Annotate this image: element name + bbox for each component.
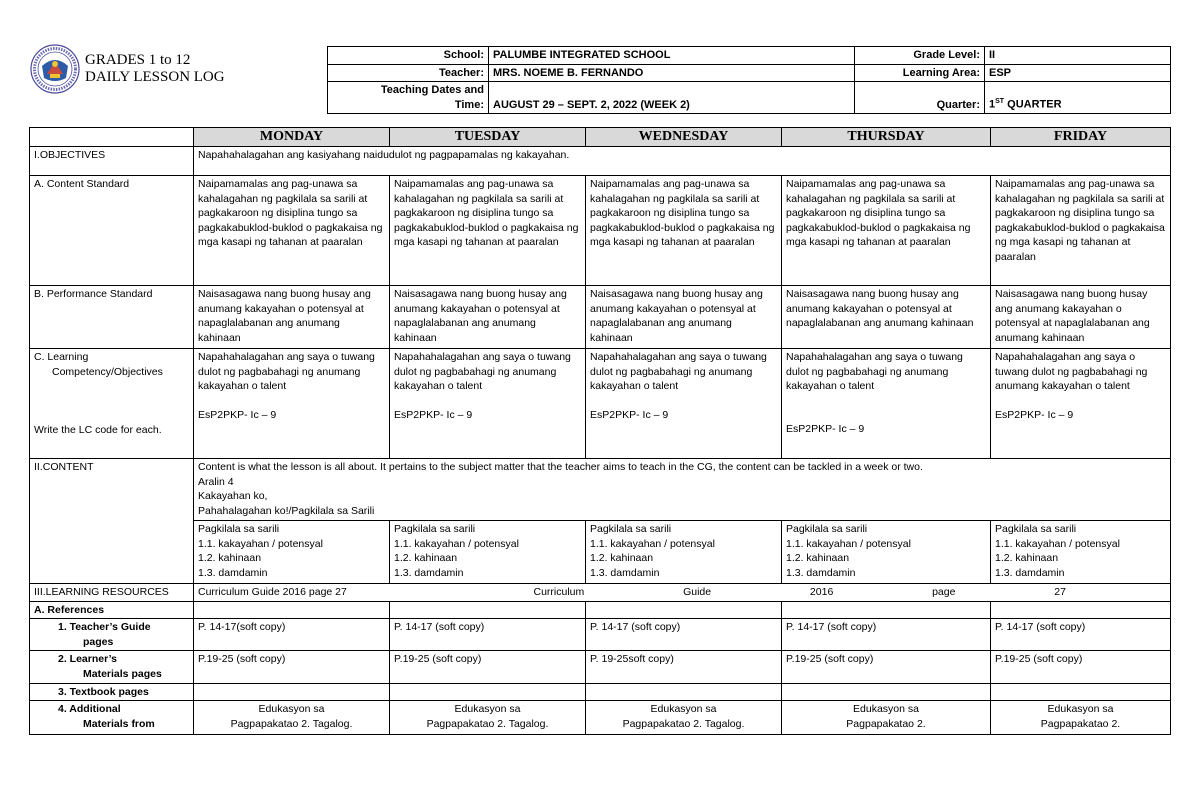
am-line1: Edukasyon sa [650, 703, 717, 716]
content-standard-friday: Naipamamalas ang pag-unawa sa kahalagahan ng pagkilala sa sarili at pagkakaroon ng disiplina tungo sa pagkakabuklod-buklod o pagkakaisa ng mga kasapi ng tahanan at paaralan [991, 176, 1171, 286]
teachers-guide-row [30, 619, 1171, 651]
am-line2: Pagpapakatao 2. [1040, 717, 1121, 730]
resources-word-page: page [932, 586, 956, 598]
topics-tuesday [390, 521, 586, 584]
grade-level-label: Grade Level: [855, 47, 985, 65]
tg-friday: P. 14-17 (soft copy) [991, 619, 1171, 651]
quarter-suffix: ST [995, 98, 1005, 106]
content-standard-tuesday: Naipamamalas ang pag-unawa sa kahalagahan ng pagkilala sa sarili at pagkakaroon ng disiplina tungo sa pagkakabuklod-buklod o pagkakaisa ng mga kasapi ng tahanan at paaralan [390, 176, 586, 286]
competency-label [30, 349, 194, 459]
lc-code: EsP2PKP- Ic – 9 [590, 408, 669, 421]
school-value: PALUMBE INTEGRATED SCHOOL [489, 47, 855, 65]
topic-item: 1.1. kakayahan / potensyal [198, 537, 323, 550]
quarter-word: QUARTER [1004, 98, 1062, 111]
resources-monday: Curriculum Guide 2016 page 27 [194, 584, 390, 602]
competency-wednesday [586, 349, 782, 459]
topic-item: 1.3. damdamin [198, 566, 268, 579]
performance-standard-wednesday: Naisasagawa nang buong husay ang anumang kakayahan o potensyal at napaglalabanan ang anumang kahinaan [586, 286, 782, 349]
competency-friday [991, 349, 1171, 459]
topic-item: 1.3. damdamin [995, 566, 1065, 579]
topics-monday [194, 521, 390, 584]
tg-wednesday: P. 14-17 (soft copy) [586, 619, 782, 651]
content-line-aralin: Aralin 4 [198, 475, 234, 488]
am-label-line2: Materials from [83, 717, 155, 730]
competency-label-line1: C. Learning [34, 351, 89, 363]
content-line-kakayahan: Kakayahan ko, [198, 490, 268, 503]
dates-value: AUGUST 29 – SEPT. 2, 2022 (WEEK 2) [489, 82, 855, 114]
topic-title: Pagkilala sa sarili [995, 523, 1077, 535]
topic-item: 1.3. damdamin [394, 566, 464, 579]
lc-code: EsP2PKP- Ic – 9 [786, 422, 865, 435]
content-standard-label: A. Content Standard [30, 176, 194, 286]
tg-label-line2: pages [83, 635, 114, 648]
teacher-value: MRS. NOEME B. FERNANDO [489, 64, 855, 82]
day-friday: FRIDAY [991, 128, 1171, 147]
teacher-label: Teacher: [328, 64, 489, 82]
objectives-label: I.OBJECTIVES [30, 147, 194, 176]
day-thursday: THURSDAY [782, 128, 991, 147]
day-monday: MONDAY [194, 128, 390, 147]
lc-code: EsP2PKP- Ic – 9 [394, 408, 473, 421]
content-intro: Content is what the lesson is all about. It pertains to the subject matter that the teacher aims to teach in the CG, the content can be tackled in a week or two. [198, 461, 923, 473]
lm-tuesday: P.19-25 (soft copy) [390, 651, 586, 683]
performance-standard-row [30, 286, 1171, 349]
topic-item: 1.2. kahinaan [995, 552, 1059, 565]
am-label-line1: 4. Additional [58, 703, 121, 716]
topic-item: 1.2. kahinaan [590, 552, 654, 565]
topic-item: 1.1. kakayahan / potensyal [590, 537, 715, 550]
resources-row [30, 584, 1171, 602]
competency-text: Napahahalagahan ang saya o tuwang dulot ng pagbabahagi ng anumang kakayahan o talent [786, 351, 963, 393]
quarter-value [985, 82, 1171, 114]
performance-standard-tuesday: Naisasagawa nang buong husay ang anumang kakayahan o potensyal at napaglalabanan ang anumang kahinaan [390, 286, 586, 349]
performance-standard-label: B. Performance Standard [30, 286, 194, 349]
additional-wednesday [586, 701, 782, 735]
content-standard-monday: Naipamamalas ang pag-unawa sa kahalagahan ng pagkilala sa sarili at pagkakaroon ng disiplina tungo sa pagkakabuklod-buklod o pagkakaisa ng mga kasapi ng tahanan at paaralan [194, 176, 390, 286]
topic-item: 1.1. kakayahan / potensyal [394, 537, 519, 550]
am-line1: Edukasyon sa [853, 703, 919, 716]
content-row [30, 459, 1171, 521]
tg-monday: P. 14-17(soft copy) [194, 619, 390, 651]
performance-standard-monday: Naisasagawa nang buong husay ang anumang kakayahan o potensyal at napaglalabanan ang anumang kahinaan [194, 286, 390, 349]
lm-label-line1: 2. Learner’s [58, 653, 117, 666]
topic-item: 1.2. kahinaan [198, 552, 262, 565]
resources-word-number: 27 [1054, 586, 1066, 598]
content-description [194, 459, 1171, 521]
am-line2: Pagpapakatao 2. Tagalog. [426, 717, 549, 730]
teachers-guide-label [30, 619, 194, 651]
quarter-label: Quarter: [855, 82, 985, 114]
additional-materials-row [30, 701, 1171, 735]
resources-word-curriculum: Curriculum [533, 586, 585, 598]
dates-label-line1: Teaching Dates and [380, 84, 484, 97]
additional-materials-label [30, 701, 194, 735]
dates-label [328, 82, 489, 114]
references-label: A. References [30, 601, 194, 619]
tg-tuesday: P. 14-17 (soft copy) [390, 619, 586, 651]
topic-item: 1.3. damdamin [590, 566, 660, 579]
resources-label: III.LEARNING RESOURCES [30, 584, 194, 602]
am-line2: Pagpapakatao 2. Tagalog. [230, 717, 353, 730]
tg-label-line1: 1. Teacher’s Guide [58, 621, 151, 634]
lm-thursday: P.19-25 (soft copy) [782, 651, 991, 683]
header-info-table [327, 46, 1171, 114]
day-tuesday: TUESDAY [390, 128, 586, 147]
am-line1: Edukasyon sa [258, 703, 325, 716]
am-line1: Edukasyon sa [1047, 703, 1114, 716]
dates-label-line2: Time: [454, 98, 484, 111]
objectives-text: Napahahalagahan ang kasiyahang naidudulot ng pagpapamalas ng kakayahan. [194, 147, 1171, 176]
learning-area-label: Learning Area: [855, 64, 985, 82]
competency-text: Napahahalagahan ang saya o tuwang dulot ng pagbabahagi ng anumang kakayahan o talent [198, 351, 375, 393]
topics-row [30, 521, 1171, 584]
topic-title: Pagkilala sa sarili [786, 523, 868, 535]
textbook-row [30, 683, 1171, 701]
learning-area-value: ESP [985, 64, 1171, 82]
day-header-row [30, 128, 1171, 147]
resources-word-guide: Guide [683, 586, 712, 598]
day-wednesday: WEDNESDAY [586, 128, 782, 147]
additional-tuesday [390, 701, 586, 735]
lc-code: EsP2PKP- Ic – 9 [995, 408, 1074, 421]
topics-wednesday [586, 521, 782, 584]
title-line-2: DAILY LESSON LOG [85, 69, 225, 85]
topic-item: 1.2. kahinaan [394, 552, 458, 565]
quarter-number: 1 [989, 98, 996, 111]
tg-thursday: P. 14-17 (soft copy) [782, 619, 991, 651]
lm-label-line2: Materials pages [83, 667, 162, 680]
additional-monday [194, 701, 390, 735]
topic-item: 1.1. kakayahan / potensyal [786, 537, 911, 550]
am-line2: Pagpapakatao 2. [846, 717, 926, 730]
content-line-pahahalagahan: Pahahalagahan ko!/Pagkilala sa Sarili [198, 504, 375, 517]
objectives-row [30, 147, 1171, 176]
topic-title: Pagkilala sa sarili [590, 523, 672, 535]
competency-label-line3: Write the LC code for each. [34, 424, 162, 437]
topic-title: Pagkilala sa sarili [394, 523, 476, 535]
content-standard-thursday: Naipamamalas ang pag-unawa sa kahalagahan ng pagkilala sa sarili at pagkakaroon ng disiplina tungo sa pagkakabuklod-buklod o pagkakaisa ng mga kasapi ng tahanan at paaralan [782, 176, 991, 286]
competency-label-line2: Competency/Objectives [52, 365, 163, 378]
learners-materials-row [30, 651, 1171, 683]
topics-friday [991, 521, 1171, 584]
additional-friday [991, 701, 1171, 735]
topic-item: 1.2. kahinaan [786, 552, 850, 565]
references-row [30, 601, 1171, 619]
topic-item: 1.1. kakayahan / potensyal [995, 537, 1120, 550]
resources-spread [390, 584, 1171, 602]
competency-text: Napahahalagahan ang saya o tuwang dulot ng pagbabahagi ng anumang kakayahan o talent [995, 351, 1148, 393]
am-line1: Edukasyon sa [454, 703, 521, 716]
deped-seal-logo [30, 44, 80, 94]
competency-thursday [782, 349, 991, 459]
competency-tuesday [390, 349, 586, 459]
lm-monday: P.19-25 (soft copy) [194, 651, 390, 683]
performance-standard-thursday: Naisasagawa nang buong husay ang anumang kakayahan o potensyal at napaglalabanan ang anumang kahinaan [782, 286, 991, 349]
competency-text: Napahahalagahan ang saya o tuwang dulot ng pagbabahagi ng anumang kakayahan o talent [394, 351, 571, 393]
lm-wednesday: P. 19-25soft copy) [586, 651, 782, 683]
topic-title: Pagkilala sa sarili [198, 523, 280, 535]
corner-cell [30, 128, 194, 147]
competency-monday [194, 349, 390, 459]
topic-item: 1.3. damdamin [786, 566, 856, 579]
lm-friday: P.19-25 (soft copy) [991, 651, 1171, 683]
content-standard-wednesday: Naipamamalas ang pag-unawa sa kahalagahan ng pagkilala sa sarili at pagkakaroon ng disiplina tungo sa pagkakabuklod-buklod o pagkakaisa ng mga kasapi ng tahanan at paaralan [586, 176, 782, 286]
lc-code: EsP2PKP- Ic – 9 [198, 408, 277, 421]
lesson-log-table [29, 127, 1171, 735]
am-line2: Pagpapakatao 2. Tagalog. [622, 717, 745, 730]
document-title [85, 52, 225, 86]
topics-thursday [782, 521, 991, 584]
competency-row [30, 349, 1171, 459]
grade-level-value: II [985, 47, 1171, 65]
content-label: II.CONTENT [30, 459, 194, 584]
learners-materials-label [30, 651, 194, 683]
content-standard-row [30, 176, 1171, 286]
title-line-1: GRADES 1 to 12 [85, 52, 191, 68]
competency-text: Napahahalagahan ang saya o tuwang dulot ng pagbabahagi ng anumang kakayahan o talent [590, 351, 767, 393]
additional-thursday [782, 701, 991, 735]
textbook-label: 3. Textbook pages [30, 683, 194, 701]
resources-word-year: 2016 [809, 586, 834, 598]
performance-standard-friday: Naisasagawa nang buong husay ang anumang kakayahan o potensyal at napaglalabanan ang anumang kahinaan [991, 286, 1171, 349]
school-label: School: [328, 47, 489, 65]
